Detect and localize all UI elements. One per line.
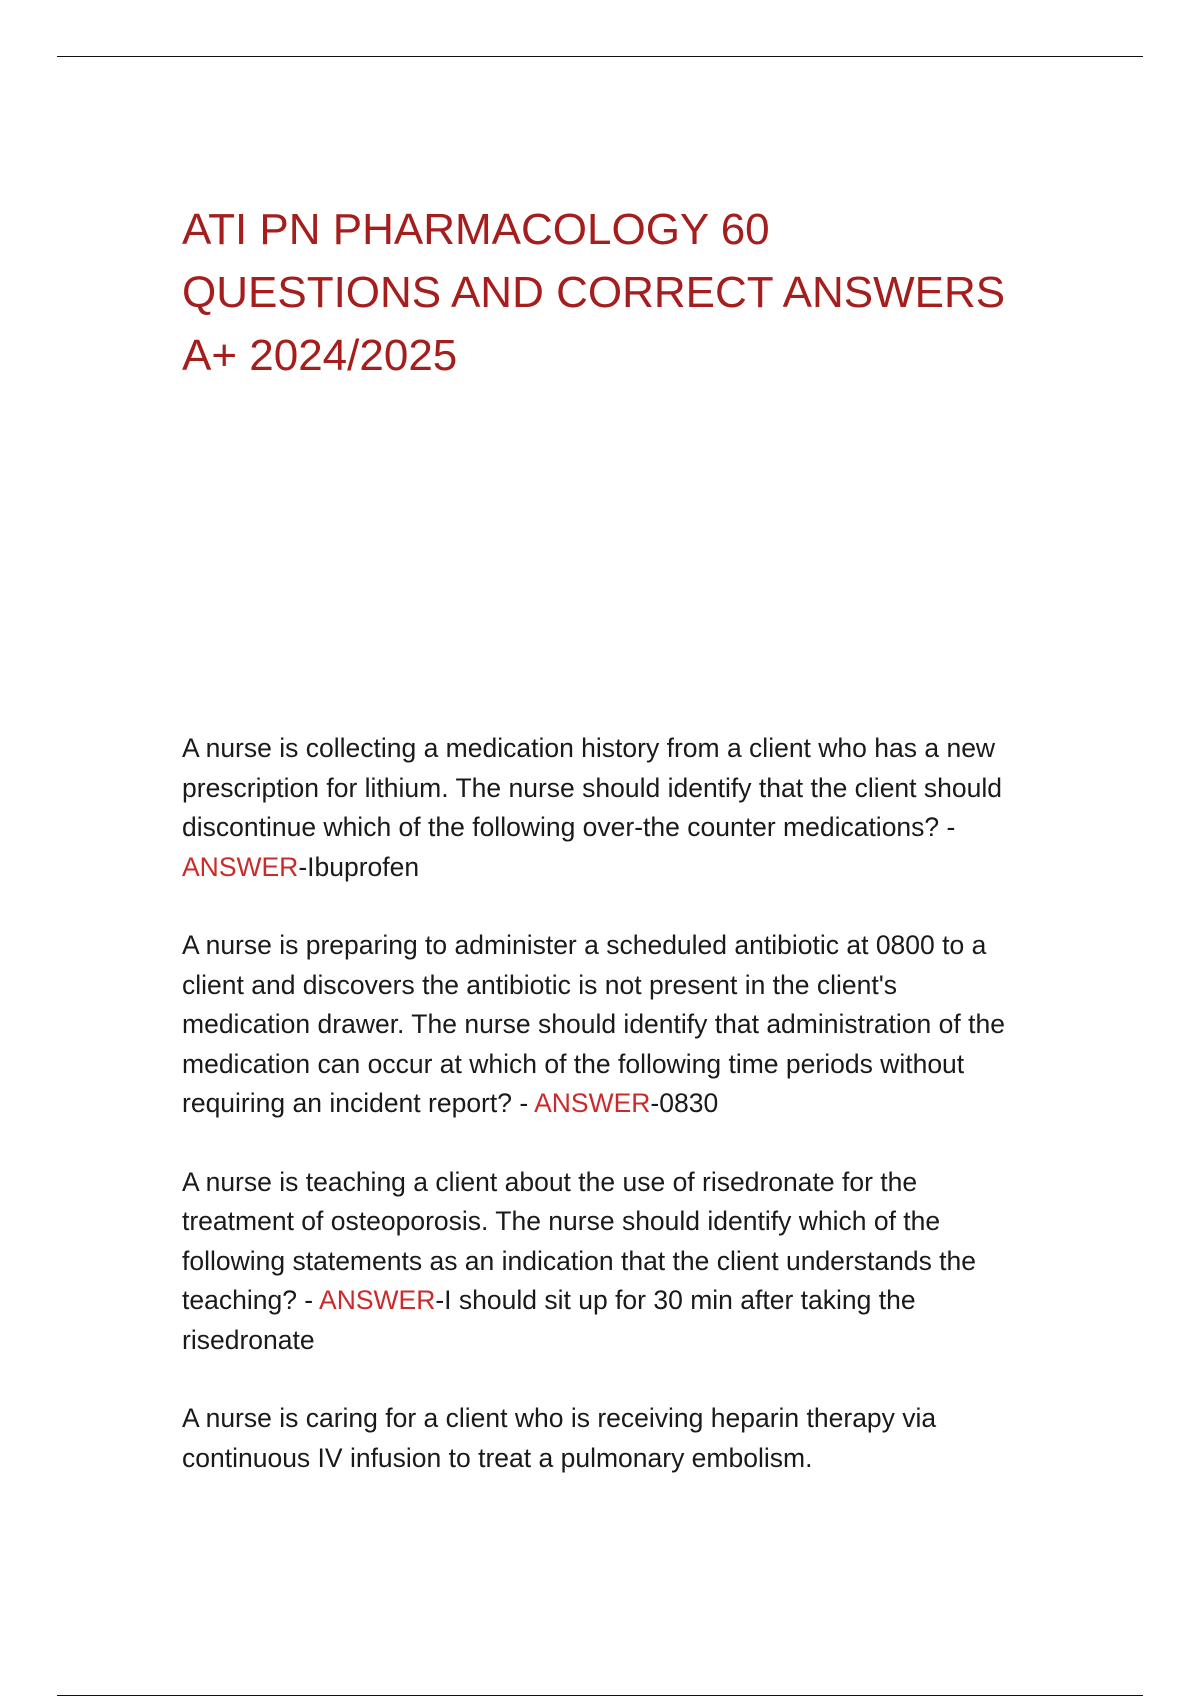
question-item-1 bbox=[182, 729, 1022, 887]
question-text: A nurse is collecting a medication history from a client who has a new prescription for lithium. The nurse should identify that the client should discontinue which of the following over-the counter medications? - bbox=[182, 733, 1002, 842]
document-title bbox=[182, 198, 1042, 387]
question-list bbox=[182, 729, 1022, 1517]
top-rule bbox=[57, 56, 1143, 57]
question-text: A nurse is preparing to administer a scheduled antibiotic at 0800 to a client and discovers the antibiotic is not present in the client's medication drawer. The nurse should identify that administration of the medication can occur at which of the following time periods without requiring an incident report? - bbox=[182, 930, 1005, 1118]
question-item-3 bbox=[182, 1163, 1022, 1361]
answer-label: ANSWER bbox=[534, 1088, 651, 1118]
answer-text: -0830 bbox=[650, 1088, 719, 1118]
question-item-4 bbox=[182, 1399, 1022, 1478]
question-text: A nurse is caring for a client who is receiving heparin therapy via continuous IV infusion to treat a pulmonary embolism. bbox=[182, 1403, 937, 1473]
title-line-2: QUESTIONS AND CORRECT ANSWERS bbox=[182, 268, 1006, 317]
title-line-1: ATI PN PHARMACOLOGY 60 bbox=[182, 205, 770, 254]
answer-label: ANSWER bbox=[182, 851, 299, 882]
answer-text: -I should sit up for 30 min after taking the risedronate bbox=[182, 1285, 916, 1355]
title-line-3: A+ 2024/2025 bbox=[182, 331, 458, 380]
bottom-rule bbox=[57, 1695, 1143, 1696]
question-text: A nurse is teaching a client about the use of risedronate for the treatment of osteoporosis. The nurse should identify which of the following statements as an indication that the client understands the teaching? - bbox=[182, 1166, 977, 1315]
question-item-2 bbox=[182, 926, 1022, 1124]
answer-text: -Ibuprofen bbox=[298, 851, 420, 882]
answer-label: ANSWER bbox=[319, 1285, 436, 1315]
